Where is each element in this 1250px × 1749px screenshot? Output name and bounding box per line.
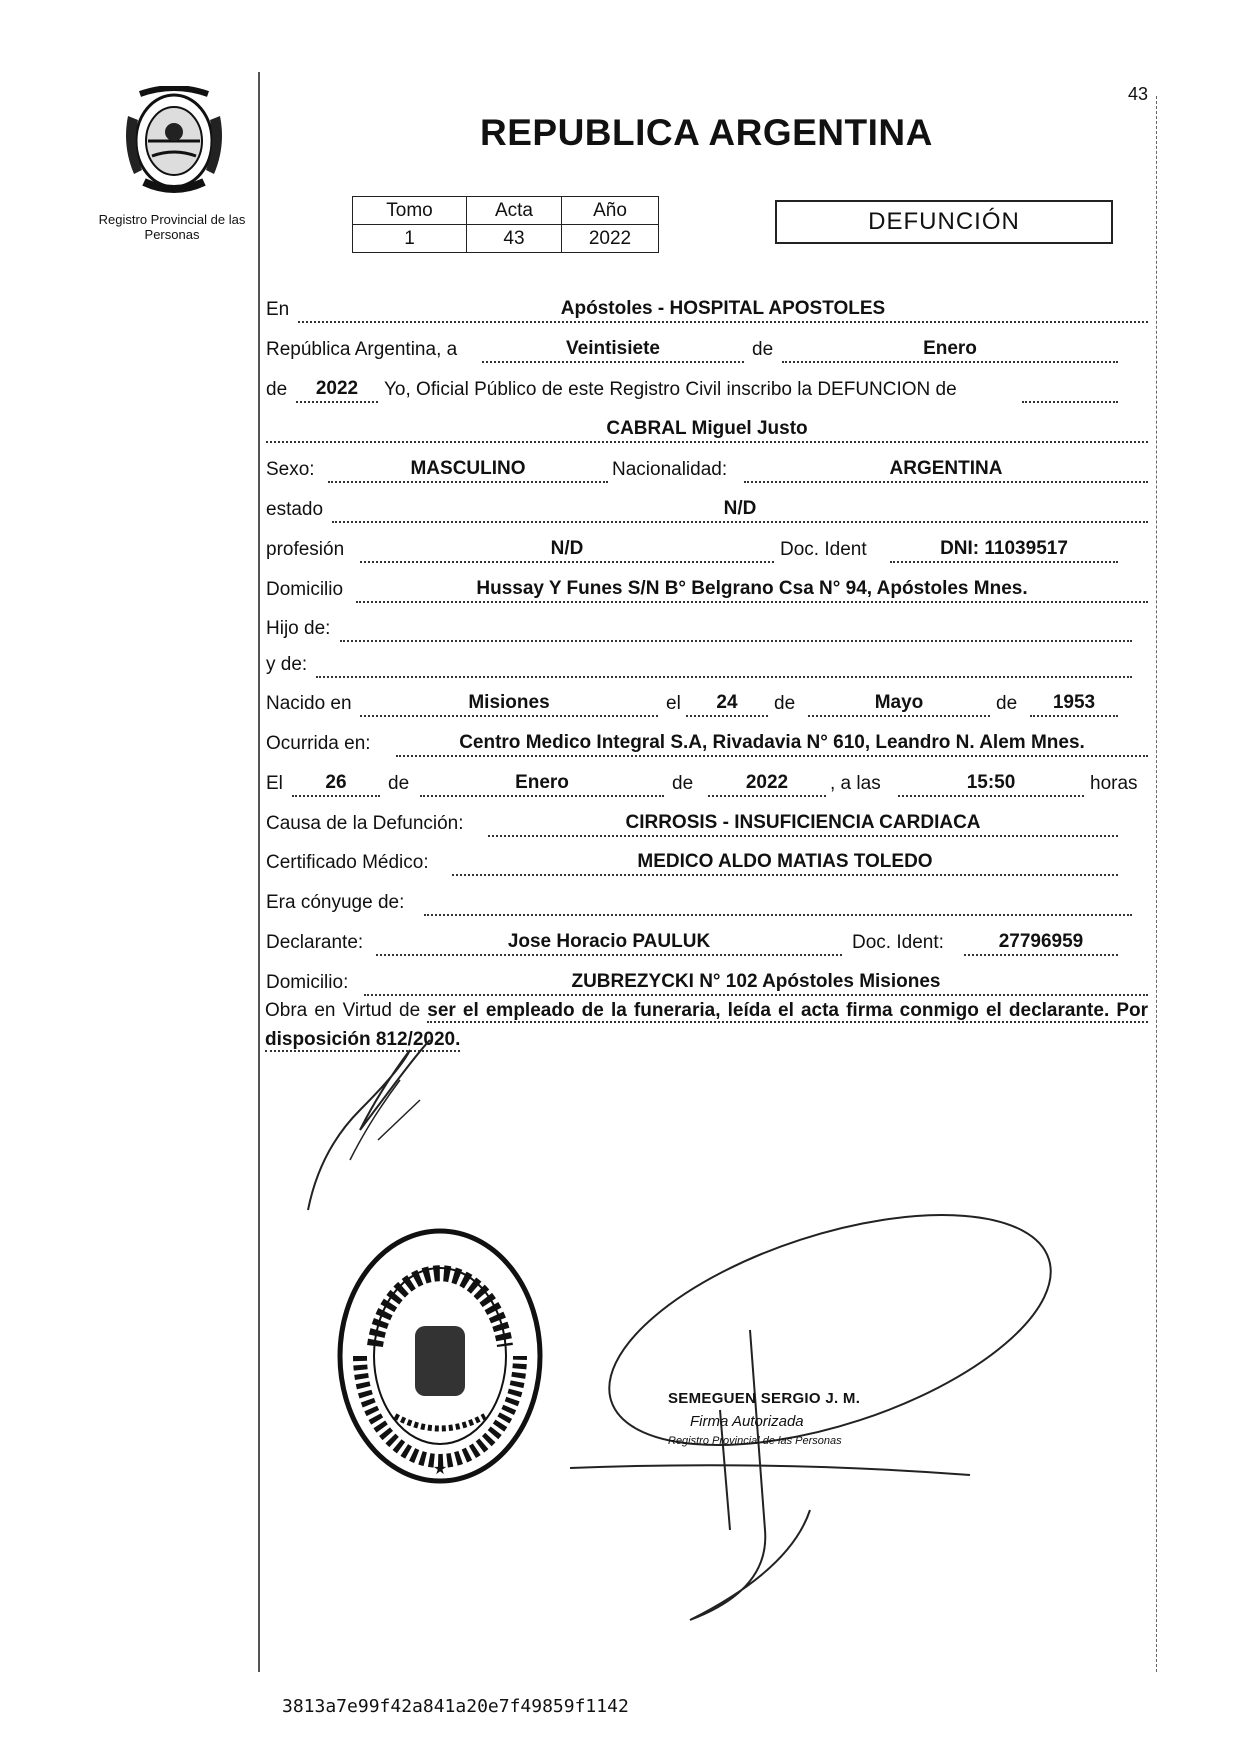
declarante-signature (290, 1020, 470, 1220)
table-header-tomo: Tomo (353, 197, 467, 225)
signature-registry: Registro Provincial de las Personas (668, 1435, 842, 1447)
province-seal-logo (118, 86, 230, 196)
def-anio-field: 2022 (708, 770, 826, 797)
domicilio-label: Domicilio (266, 579, 344, 600)
certificado-field: MEDICO ALDO MATIAS TOLEDO (452, 849, 1118, 876)
y-de-label: y de: (266, 654, 308, 675)
signature-role: Firma Autorizada (690, 1413, 804, 1430)
table-cell-anio: 2022 (562, 225, 659, 253)
obra-prefix: Obra en Virtud de (265, 1000, 421, 1021)
hijo-de-field (340, 615, 1132, 642)
inscripcion-blank (1022, 376, 1118, 403)
table-cell-tomo: 1 (353, 225, 467, 253)
right-margin-line (1156, 96, 1157, 1672)
def-de-label-2: de (672, 773, 694, 794)
ocurrida-label: Ocurrida en: (266, 733, 371, 754)
registry-stamp (335, 1226, 545, 1486)
domicilio-field: Hussay Y Funes S/N B° Belgrano Csa N° 94, Apóstoles Mnes. (356, 576, 1148, 603)
doc-ident-label: Doc. Ident (780, 539, 867, 560)
def-dia-field: 26 (292, 770, 380, 797)
decl-domicilio-field: ZUBREZYCKI N° 102 Apóstoles Misiones (364, 969, 1148, 996)
estado-label: estado (266, 499, 324, 520)
declarante-field: Jose Horacio PAULUK (376, 929, 842, 956)
republica-label: República Argentina, a (266, 339, 458, 360)
profesion-label: profesión (266, 539, 345, 560)
doc-ident-field: DNI: 11039517 (890, 536, 1118, 563)
horas-label: horas (1090, 773, 1138, 794)
nac-dia-field: 24 (686, 690, 768, 717)
table-row (353, 225, 659, 253)
conyuge-label: Era cónyuge de: (266, 892, 405, 913)
nacionalidad-label: Nacionalidad: (612, 459, 728, 480)
table-header-anio: Año (562, 197, 659, 225)
anio-acta-field: 2022 (296, 376, 378, 403)
nombre-field: CABRAL Miguel Justo (266, 416, 1148, 443)
authorized-signature (570, 1210, 1070, 1630)
def-mes-field: Enero (420, 770, 664, 797)
sexo-field: MASCULINO (328, 456, 608, 483)
registry-label: Registro Provincial de las Personas (98, 212, 246, 242)
left-margin-line (258, 72, 260, 1672)
document-hash: 3813a7e99f42a841a20e7f49859f1142 (282, 1696, 629, 1717)
nac-de-label: de (774, 693, 796, 714)
lugar-label: En (266, 299, 290, 320)
nacionalidad-field: ARGENTINA (744, 456, 1148, 483)
def-el-label: El (266, 773, 283, 794)
table-cell-acta: 43 (467, 225, 562, 253)
declarante-label: Declarante: (266, 932, 364, 953)
causa-field: CIRROSIS - INSUFICIENCIA CARDIACA (488, 810, 1118, 837)
inscripcion-text: Yo, Oficial Público de este Registro Civil inscribo la DEFUNCION de (384, 379, 957, 400)
dia-acta-field: Veintisiete (482, 336, 744, 363)
table-row (353, 197, 659, 225)
mes-acta-field: Enero (782, 336, 1118, 363)
page-number: 43 (1128, 84, 1149, 104)
nac-de-label-2: de (996, 693, 1018, 714)
decl-doc-label: Doc. Ident: (852, 932, 944, 953)
def-de-label: de (388, 773, 410, 794)
nac-mes-field: Mayo (808, 690, 990, 717)
table-header-acta: Acta (467, 197, 562, 225)
signature-name: SEMEGUEN SERGIO J. M. (668, 1390, 861, 1407)
nac-el-label: el (666, 693, 681, 714)
sexo-label: Sexo: (266, 459, 315, 480)
lugar-field: Apóstoles - HOSPITAL APOSTOLES (298, 296, 1148, 323)
nac-anio-field: 1953 (1030, 690, 1118, 717)
certificado-label: Certificado Médico: (266, 852, 429, 873)
y-de-field (316, 651, 1132, 678)
hijo-de-label: Hijo de: (266, 618, 331, 639)
nacido-en-field: Misiones (360, 690, 658, 717)
estado-field: N/D (332, 496, 1148, 523)
profesion-field: N/D (360, 536, 774, 563)
de-label-2: de (266, 379, 288, 400)
decl-doc-field: 27796959 (964, 929, 1118, 956)
nacido-en-label: Nacido en (266, 693, 352, 714)
hora-field: 15:50 (898, 770, 1084, 797)
svg-text:★: ★ (432, 1461, 448, 1478)
ocurrida-field: Centro Medico Integral S.A, Rivadavia N° 610, Leandro N. Alem Mnes. (396, 730, 1148, 757)
record-type-box: DEFUNCIÓN (775, 200, 1113, 244)
decl-domicilio-label: Domicilio: (266, 972, 349, 993)
record-table (352, 196, 659, 253)
obra-text: ser el empleado de la funeraria, leída el acta firma conmigo el declarante. Por disposición 812/2020. (265, 1000, 1149, 1050)
a-las-label: , a las (830, 773, 881, 794)
conyuge-field (424, 889, 1132, 916)
de-label: de (752, 339, 774, 360)
causa-label: Causa de la Defunción: (266, 813, 464, 834)
page-title: REPUBLICA ARGENTINA (480, 112, 933, 153)
